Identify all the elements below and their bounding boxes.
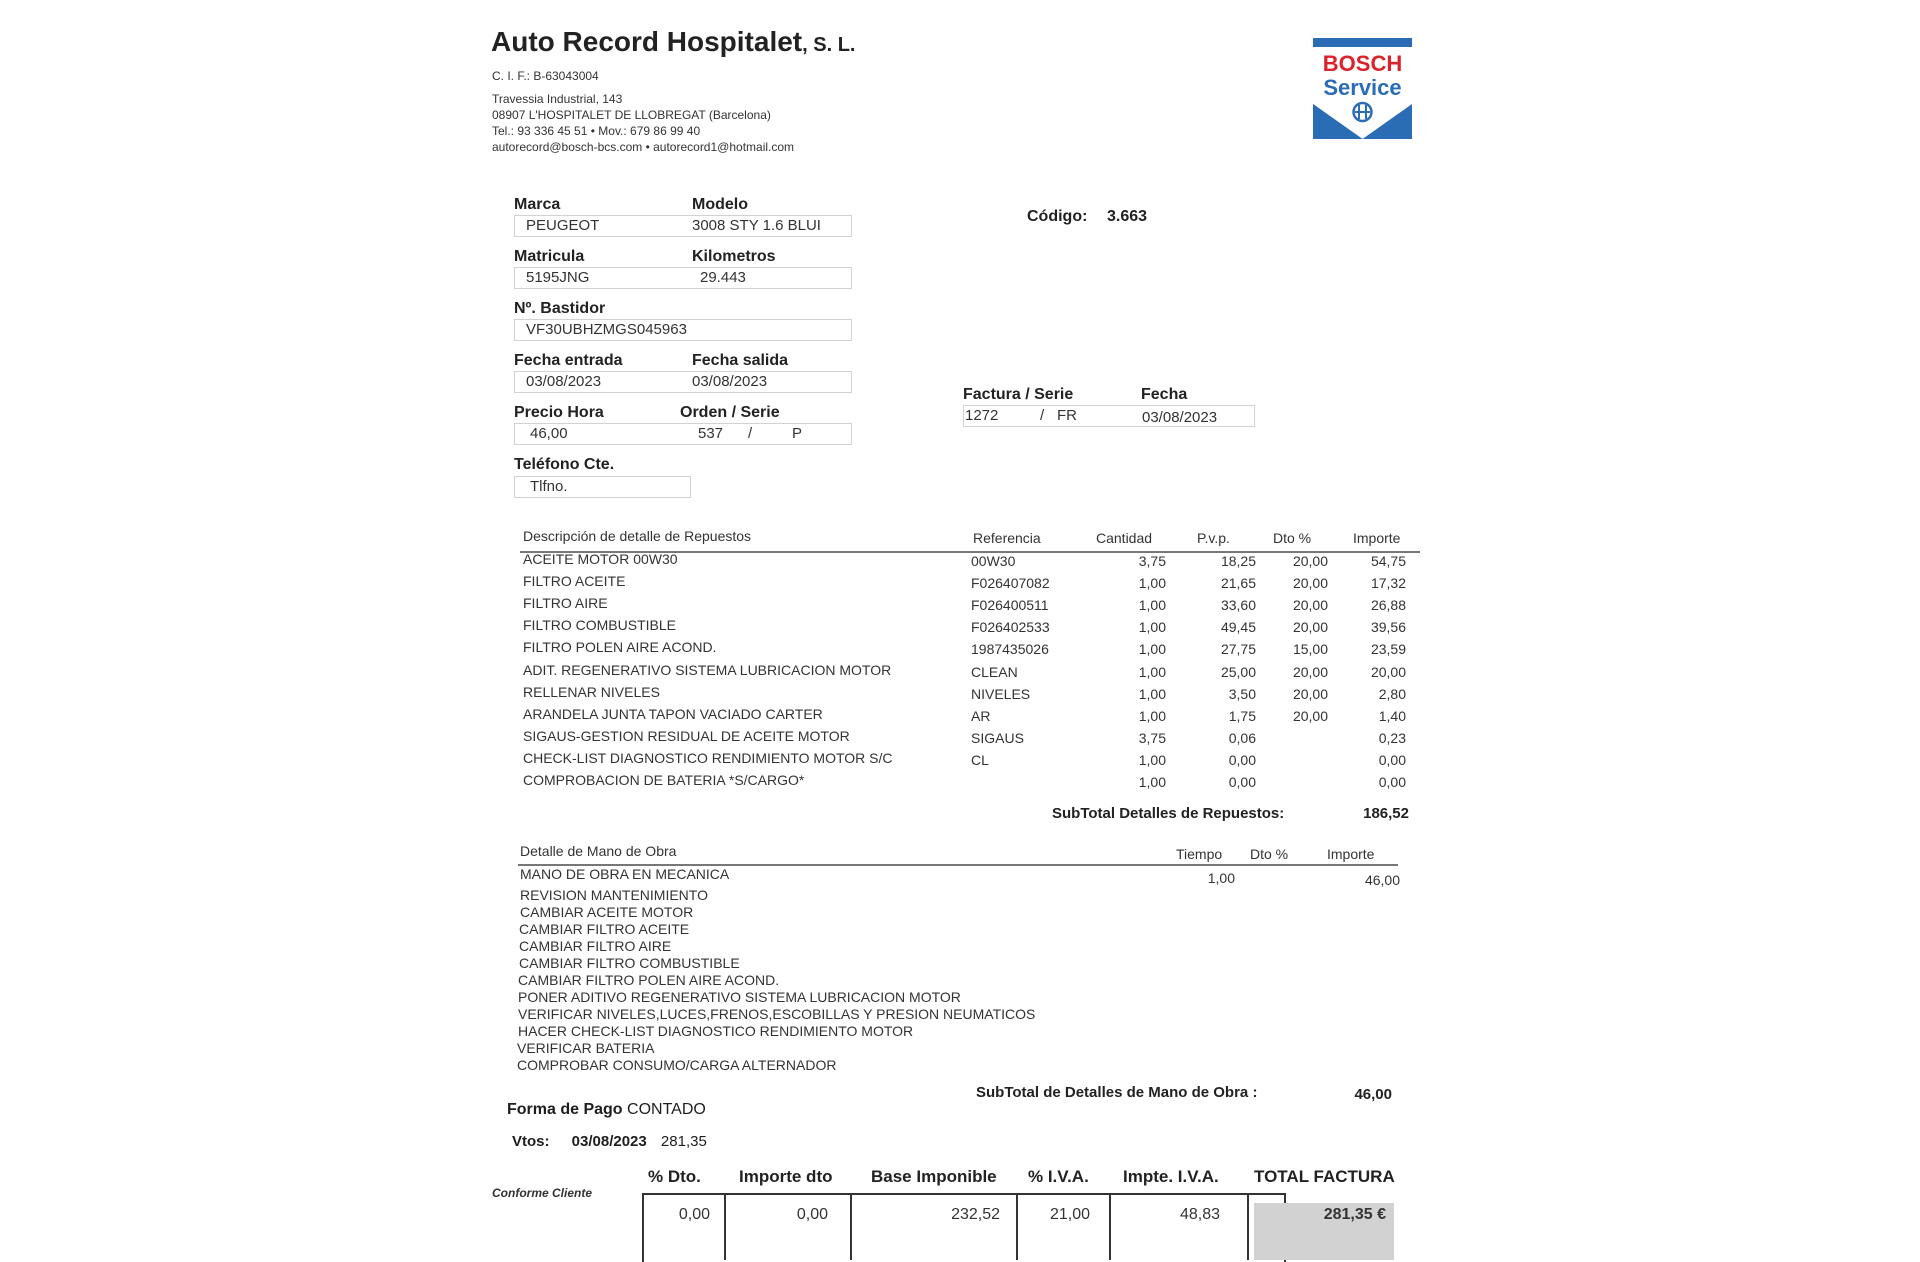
svg-text:Service: Service xyxy=(1323,75,1402,100)
repuestos-cell-pvp: 27,75 xyxy=(1220,641,1256,657)
repuestos-cell-descripcion: COMPROBACION DE BATERIA *S/CARGO* xyxy=(523,772,805,788)
repuestos-cell-referencia: CL xyxy=(971,752,989,768)
mano-obra-main-importe: 46,00 xyxy=(1364,872,1400,888)
repuestos-cell-cantidad: 3,75 xyxy=(1138,730,1166,746)
totales-header-base: Base Imponible xyxy=(871,1167,997,1186)
repuestos-cell-dto: 20,00 xyxy=(1292,619,1328,635)
repuestos-cell-descripcion: ARANDELA JUNTA TAPON VACIADO CARTER xyxy=(523,706,823,722)
repuestos-header-dto: Dto % xyxy=(1273,530,1312,546)
repuestos-cell-importe: 0,00 xyxy=(1378,752,1406,768)
totales-impte-iva-value: 48,83 xyxy=(1179,1206,1220,1223)
totales-divider xyxy=(850,1193,852,1260)
repuestos-cell-dto: 20,00 xyxy=(1292,553,1328,569)
repuestos-cell-pvp: 25,00 xyxy=(1220,664,1256,680)
repuestos-cell-cantidad: 1,00 xyxy=(1138,708,1166,724)
kilometros-label: Kilometros xyxy=(692,248,776,265)
forma-pago-value: CONTADO xyxy=(627,1101,706,1118)
modelo-value: 3008 STY 1.6 BLUI xyxy=(692,217,821,234)
repuestos-cell-descripcion: FILTRO ACEITE xyxy=(523,573,626,589)
modelo-label: Modelo xyxy=(692,196,748,213)
repuestos-cell-importe: 39,56 xyxy=(1370,619,1406,635)
bastidor-value: VF30UBHZMGS045963 xyxy=(526,321,687,338)
mano-obra-header-dto: Dto % xyxy=(1250,846,1289,862)
totales-divider xyxy=(1247,1193,1249,1260)
totales-header-iva: % I.V.A. xyxy=(1028,1167,1089,1186)
totales-total-factura-value: 281,35 € xyxy=(1323,1206,1386,1223)
codigo-label: Código: xyxy=(1027,208,1088,225)
vtos-label: Vtos: xyxy=(512,1133,550,1150)
repuestos-cell-referencia: F026407082 xyxy=(971,575,1050,591)
factura-fecha: 03/08/2023 xyxy=(1142,409,1218,426)
totales-divider xyxy=(724,1193,726,1260)
repuestos-cell-referencia: SIGAUS xyxy=(971,730,1024,746)
marca-value: PEUGEOT xyxy=(526,217,600,234)
telefono-label: Teléfono Cte. xyxy=(514,456,615,473)
orden-value: 537 xyxy=(698,425,724,442)
fecha-salida-value: 03/08/2023 xyxy=(692,373,768,390)
totales-header-total: TOTAL FACTURA xyxy=(1254,1167,1395,1186)
repuestos-cell-cantidad: 1,00 xyxy=(1138,752,1166,768)
orden-serie-value: P xyxy=(792,425,803,442)
orden-separator: / xyxy=(748,425,753,442)
mano-obra-subtotal-value: 46,00 xyxy=(1354,1086,1392,1103)
repuestos-cell-dto: 20,00 xyxy=(1292,664,1328,680)
repuestos-cell-referencia: 1987435026 xyxy=(971,641,1049,657)
repuestos-cell-cantidad: 1,00 xyxy=(1138,774,1166,790)
repuestos-cell-cantidad: 1,00 xyxy=(1138,686,1166,702)
totales-box xyxy=(642,1193,1286,1262)
vencimientos xyxy=(512,1133,707,1150)
mano-obra-line: REVISION MANTENIMIENTO xyxy=(520,887,708,903)
totales-importe-dto-value: 0,00 xyxy=(796,1206,828,1223)
totales-iva-value: 21,00 xyxy=(1049,1206,1090,1223)
bastidor-label: Nº. Bastidor xyxy=(514,300,606,317)
bosch-logo-icon xyxy=(1313,38,1412,139)
vtos-importe: 281,35 xyxy=(660,1133,707,1150)
mano-obra-line: CAMBIAR FILTRO POLEN AIRE ACOND. xyxy=(518,972,780,988)
mano-obra-header-tiempo: Tiempo xyxy=(1176,846,1223,862)
repuestos-cell-pvp: 49,45 xyxy=(1220,619,1256,635)
fecha-entrada-label: Fecha entrada xyxy=(514,352,623,369)
repuestos-cell-descripcion: RELLENAR NIVELES xyxy=(523,684,660,700)
repuestos-header-importe: Importe xyxy=(1353,530,1401,546)
repuestos-cell-pvp: 1,75 xyxy=(1228,708,1256,724)
factura-serie-label: Factura / Serie xyxy=(963,386,1074,403)
vtos-fecha: 03/08/2023 xyxy=(571,1133,647,1150)
precio-hora-label: Precio Hora xyxy=(514,404,604,421)
matricula-label: Matricula xyxy=(514,248,585,265)
mano-obra-line: CAMBIAR ACEITE MOTOR xyxy=(520,904,694,920)
repuestos-cell-cantidad: 1,00 xyxy=(1138,575,1166,591)
repuestos-header-cantidad: Cantidad xyxy=(1096,530,1153,546)
svg-text:BOSCH: BOSCH xyxy=(1322,51,1403,76)
kilometros-value: 29.443 xyxy=(700,269,746,286)
totales-header-dto: % Dto. xyxy=(648,1167,701,1186)
totales-base-value: 232,52 xyxy=(951,1206,1000,1223)
repuestos-cell-importe: 0,00 xyxy=(1378,774,1406,790)
mano-obra-header-importe: Importe xyxy=(1327,846,1375,862)
fecha-salida-label: Fecha salida xyxy=(692,352,789,369)
mano-obra-main-description: MANO DE OBRA EN MECANICA xyxy=(520,866,730,882)
repuestos-cell-cantidad: 1,00 xyxy=(1138,619,1166,635)
mano-obra-line: CAMBIAR FILTRO ACEITE xyxy=(519,921,690,937)
repuestos-cell-importe: 26,88 xyxy=(1370,597,1406,613)
bosch-service-logo xyxy=(1313,38,1412,139)
repuestos-header-descripcion: Descripción de detalle de Repuestos xyxy=(523,528,752,544)
repuestos-cell-importe: 23,59 xyxy=(1370,641,1406,657)
company-emails: autorecord@bosch-bcs.com • autorecord1@hotmail.com xyxy=(492,140,795,154)
repuestos-cell-importe: 2,80 xyxy=(1378,686,1406,702)
mano-obra-line: VERIFICAR BATERIA xyxy=(517,1040,655,1056)
repuestos-cell-pvp: 0,00 xyxy=(1228,752,1256,768)
repuestos-cell-referencia: NIVELES xyxy=(971,686,1031,702)
forma-pago-label: Forma de Pago xyxy=(507,1101,623,1118)
repuestos-cell-pvp: 21,65 xyxy=(1220,575,1256,591)
mano-obra-line: CAMBIAR FILTRO AIRE xyxy=(519,938,672,954)
repuestos-header-referencia: Referencia xyxy=(973,530,1041,546)
totales-header-importe-dto: Importe dto xyxy=(739,1167,833,1186)
repuestos-cell-cantidad: 3,75 xyxy=(1138,553,1166,569)
repuestos-cell-referencia: 00W30 xyxy=(971,553,1016,569)
repuestos-cell-pvp: 18,25 xyxy=(1220,553,1256,569)
repuestos-cell-pvp: 3,50 xyxy=(1228,686,1256,702)
factura-fecha-label: Fecha xyxy=(1141,386,1188,403)
repuestos-header-pvp: P.v.p. xyxy=(1197,530,1230,546)
company-cif: C. I. F.: B-63043004 xyxy=(492,69,599,83)
repuestos-cell-descripcion: FILTRO AIRE xyxy=(523,595,608,611)
company-name: Auto Record Hospitalet, S. L. xyxy=(491,26,856,57)
totales-divider xyxy=(1016,1193,1018,1260)
marca-label: Marca xyxy=(514,196,561,213)
repuestos-cell-descripcion: ADIT. REGENERATIVO SISTEMA LUBRICACION MOTOR xyxy=(523,662,892,678)
repuestos-cell-descripcion: FILTRO POLEN AIRE ACOND. xyxy=(523,639,717,655)
repuestos-cell-dto: 20,00 xyxy=(1292,708,1328,724)
mano-obra-line: CAMBIAR FILTRO COMBUSTIBLE xyxy=(519,955,740,971)
precio-hora-value: 46,00 xyxy=(530,425,568,442)
repuestos-cell-dto: 15,00 xyxy=(1292,641,1328,657)
repuestos-cell-importe: 54,75 xyxy=(1370,553,1406,569)
mano-obra-main-tiempo: 1,00 xyxy=(1207,870,1235,886)
repuestos-cell-importe: 20,00 xyxy=(1370,664,1406,680)
company-phones: Tel.: 93 336 45 51 • Mov.: 679 86 99 40 xyxy=(492,124,701,138)
repuestos-cell-dto: 20,00 xyxy=(1292,686,1328,702)
conforme-cliente: Conforme Cliente xyxy=(492,1186,593,1200)
totales-divider xyxy=(1109,1193,1111,1260)
mano-obra-line: PONER ADITIVO REGENERATIVO SISTEMA LUBRICACION MOTOR xyxy=(518,989,961,1005)
repuestos-cell-pvp: 33,60 xyxy=(1220,597,1256,613)
repuestos-cell-descripcion: CHECK-LIST DIAGNOSTICO RENDIMIENTO MOTOR S/C xyxy=(523,750,893,766)
totales-header-impte-iva: Impte. I.V.A. xyxy=(1123,1167,1219,1186)
repuestos-cell-pvp: 0,00 xyxy=(1228,774,1256,790)
factura-numero: 1272 xyxy=(965,407,999,424)
repuestos-cell-referencia: F026400511 xyxy=(971,597,1049,613)
codigo-value: 3.663 xyxy=(1107,208,1148,225)
repuestos-cell-descripcion: ACEITE MOTOR 00W30 xyxy=(523,551,678,567)
mano-obra-line: HACER CHECK-LIST DIAGNOSTICO RENDIMIENTO MOTOR xyxy=(518,1023,914,1039)
repuestos-cell-referencia: AR xyxy=(971,708,991,724)
matricula-value: 5195JNG xyxy=(526,269,590,286)
fecha-entrada-value: 03/08/2023 xyxy=(526,373,602,390)
repuestos-cell-dto: 20,00 xyxy=(1292,597,1328,613)
totales-dto-value: 0,00 xyxy=(678,1206,710,1223)
repuestos-cell-dto: 20,00 xyxy=(1292,575,1328,591)
orden-serie-label: Orden / Serie xyxy=(680,404,780,421)
repuestos-cell-cantidad: 1,00 xyxy=(1138,597,1166,613)
repuestos-cell-cantidad: 1,00 xyxy=(1138,641,1166,657)
repuestos-cell-referencia: CLEAN xyxy=(971,664,1018,680)
mano-obra-line: COMPROBAR CONSUMO/CARGA ALTERNADOR xyxy=(517,1057,837,1073)
company-city: 08907 L'HOSPITALET DE LLOBREGAT (Barcelona) xyxy=(492,108,771,122)
forma-pago xyxy=(507,1101,706,1119)
mano-obra-header-detalle: Detalle de Mano de Obra xyxy=(520,843,677,859)
mano-obra-subtotal-label: SubTotal de Detalles de Mano de Obra : xyxy=(976,1084,1258,1101)
repuestos-cell-referencia: F026402533 xyxy=(971,619,1050,635)
telefono-value: Tlfno. xyxy=(530,478,568,495)
repuestos-cell-importe: 17,32 xyxy=(1370,575,1406,591)
repuestos-subtotal-value: 186,52 xyxy=(1363,805,1409,822)
mano-obra-line: VERIFICAR NIVELES,LUCES,FRENOS,ESCOBILLAS Y PRESION NEUMATICOS xyxy=(518,1006,1036,1022)
repuestos-subtotal-label: SubTotal Detalles de Repuestos: xyxy=(1052,805,1285,822)
repuestos-cell-cantidad: 1,00 xyxy=(1138,664,1166,680)
repuestos-cell-pvp: 0,06 xyxy=(1228,730,1256,746)
company-address: Travessia Industrial, 143 xyxy=(492,92,623,106)
repuestos-cell-importe: 0,23 xyxy=(1378,730,1406,746)
factura-serie: FR xyxy=(1057,407,1077,424)
repuestos-cell-descripcion: FILTRO COMBUSTIBLE xyxy=(523,617,676,633)
repuestos-cell-descripcion: SIGAUS-GESTION RESIDUAL DE ACEITE MOTOR xyxy=(523,728,850,744)
factura-separator: / xyxy=(1040,407,1045,424)
repuestos-cell-importe: 1,40 xyxy=(1378,708,1406,724)
